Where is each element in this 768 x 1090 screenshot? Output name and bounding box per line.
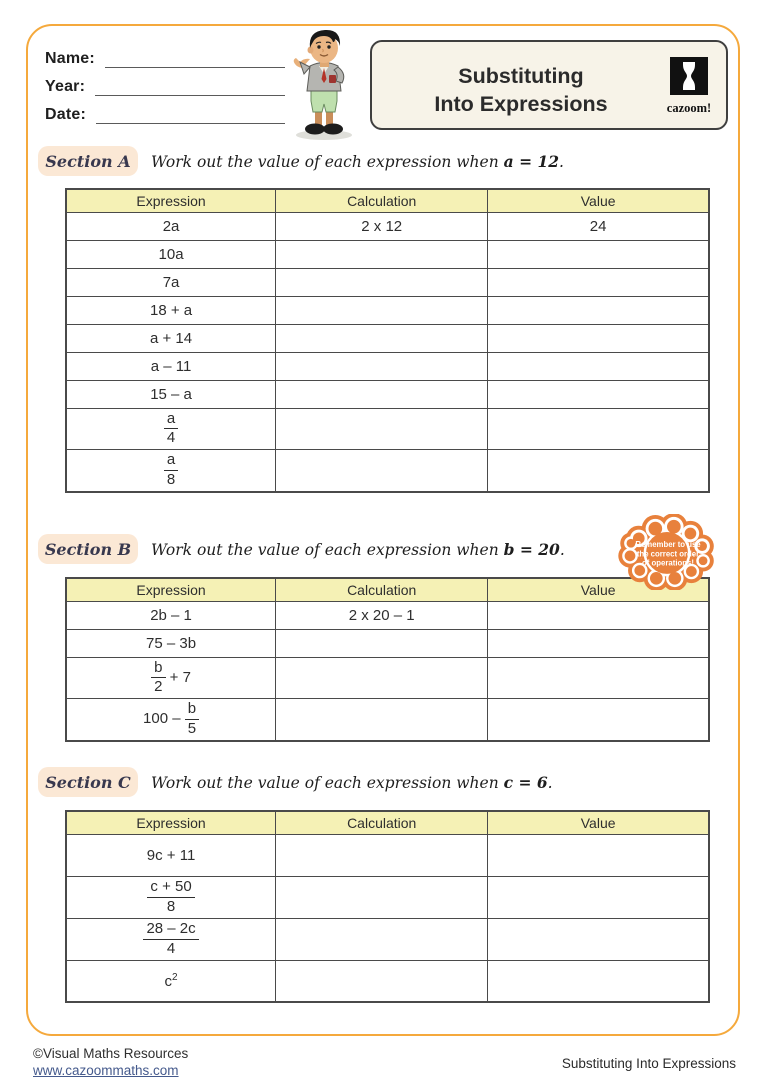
expression-cell [66,450,276,492]
value-cell [488,450,709,492]
value-cell: 24 [488,212,709,240]
section-b-instruction [151,540,565,559]
expression: a – 11 [150,357,192,375]
value-cell [488,834,709,876]
value-cell [488,352,709,380]
table-row [66,960,709,1002]
expression-cell [66,629,276,657]
name-input-line[interactable] [105,48,285,68]
value-cell [488,918,709,960]
expression [147,877,194,915]
value-cell [488,876,709,918]
instruction-text: Work out the value of each expression when [151,774,504,792]
value-cell [488,960,709,1002]
calculation-cell: 2 x 12 [276,212,488,240]
expression: 7a [162,273,180,291]
student-character-illustration [282,23,362,142]
instruction-period: . [559,153,564,171]
calculation-cell [276,629,488,657]
footer-worksheet-title: Substituting Into Expressions [561,1056,736,1071]
section-a-label: Section A [38,146,138,176]
expression: 100 – $\frac{b}{5}$ [143,710,199,727]
section-a-instruction [151,152,564,171]
section-c-instruction [151,773,553,792]
fraction: $\frac{c + 50}{8}$ [147,877,194,918]
expression-cell [66,380,276,408]
badge-text-line-3: of operations! [642,558,694,568]
cazoommaths-link[interactable]: www.cazoommaths.com [33,1063,179,1078]
value-cell [488,240,709,268]
table-row [66,408,709,450]
expression-cell [66,408,276,450]
fraction: $\frac{a}{4}$ [164,409,178,450]
table-row [66,699,709,741]
value-cell [488,408,709,450]
title-line-1: Substituting [458,64,584,88]
expression: 2a [162,217,180,235]
instruction-variable-value: a = 12 [503,152,560,171]
cazoom-logo-text: cazoom! [666,101,712,115]
expression-cell [66,699,276,741]
expression [164,409,178,447]
calculation-cell [276,324,488,352]
table-row [66,240,709,268]
instruction-period: . [547,774,553,792]
section-b-table [65,577,710,742]
table-row [66,918,709,960]
column-header: Expression [66,189,276,212]
calculation-cell [276,699,488,741]
expression-cell [66,268,276,296]
calculation-cell [276,834,488,876]
name-label: Name: [45,50,95,67]
year-field-row [45,76,285,96]
copyright-text: ©Visual Maths Resources [33,1046,189,1061]
badge-text-line-1: Remember to use [635,540,701,550]
calculation-cell [276,408,488,450]
year-label: Year: [45,78,86,95]
column-header: Value [488,578,709,601]
expression-cell [66,601,276,629]
expression-cell [66,918,276,960]
name-field-row [45,48,285,68]
fraction: $\frac{28 - 2c}{4}$ [143,919,198,960]
expression-cell [66,834,276,876]
calculation-cell [276,450,488,492]
value-cell [488,699,709,741]
table-header-row [66,578,709,601]
expression [164,451,178,488]
expression-cell [66,240,276,268]
column-header: Expression [66,811,276,834]
calculation-cell: 2 x 20 – 1 [276,601,488,629]
section-b-label: Section B [38,534,138,564]
table-row [66,352,709,380]
expression: 75 – 3b [146,634,197,652]
table-row [66,268,709,296]
order-of-operations-badge [618,514,718,590]
expression-cell [66,876,276,918]
hourglass-icon [670,57,708,95]
calculation-cell [276,657,488,699]
table-row [66,450,709,492]
section-a-table [65,188,710,493]
worksheet-title-box [370,40,728,130]
cazoom-logo [665,57,713,116]
calculation-cell [276,918,488,960]
value-cell [488,657,709,699]
instruction-period: . [559,541,565,559]
instruction-variable-value: b = 20 [503,540,560,559]
table-row [66,324,709,352]
table-row [66,296,709,324]
fraction: $\frac{b}{5}$ [185,699,199,740]
table-row [66,834,709,876]
calculation-cell [276,960,488,1002]
date-label: Date: [45,106,87,123]
column-header: Expression [66,578,276,601]
column-header: Calculation [276,189,488,212]
expression: 15 – a [150,385,192,403]
expression: $\frac{b}{2}$ + 7 [151,669,191,686]
date-input-line[interactable] [96,104,285,124]
value-cell [488,324,709,352]
table-row [66,601,709,629]
calculation-cell [276,296,488,324]
instruction-variable-value: c = 6 [503,773,548,792]
date-field-row [45,104,285,124]
calculation-cell [276,268,488,296]
table-header-row [66,189,709,212]
instruction-text: Work out the value of each expression when [151,541,504,559]
table-row [66,629,709,657]
instruction-text: Work out the value of each expression when [151,153,504,171]
section-c-table [65,810,710,1003]
expression: 10a [158,245,184,263]
expression-cell [66,324,276,352]
value-cell [488,296,709,324]
expression-cell [66,352,276,380]
expression-cell [66,296,276,324]
section-c-label: Section C [38,767,138,797]
calculation-cell [276,352,488,380]
value-cell [488,268,709,296]
table-header-row [66,811,709,834]
value-cell [488,380,709,408]
expression: a + 14 [149,329,193,347]
column-header: Calculation [276,811,488,834]
expression: 18 + a [149,301,193,319]
calculation-cell [276,876,488,918]
value-cell [488,629,709,657]
calculation-cell [276,240,488,268]
expression: 9c + 11 [146,846,196,864]
calculation-cell [276,380,488,408]
badge-text-line-2: the correct order [636,549,700,559]
table-row [66,657,709,699]
year-input-line[interactable] [95,76,285,96]
column-header: Value [488,189,709,212]
table-row [66,212,709,240]
expression: $c^2$ [164,971,178,990]
expression: 2b – 1 [150,606,192,624]
column-header: Value [488,811,709,834]
column-header: Calculation [276,578,488,601]
value-cell [488,601,709,629]
expression-cell [66,657,276,699]
table-row [66,380,709,408]
expression-cell [66,212,276,240]
table-row [66,876,709,918]
expression [143,919,198,957]
fraction: $\frac{b}{2}$ [151,658,165,699]
fraction: $\frac{a}{8}$ [164,450,178,491]
title-line-2: Into Expressions [434,91,608,116]
expression-cell [66,960,276,1002]
worksheet-title [382,63,660,118]
